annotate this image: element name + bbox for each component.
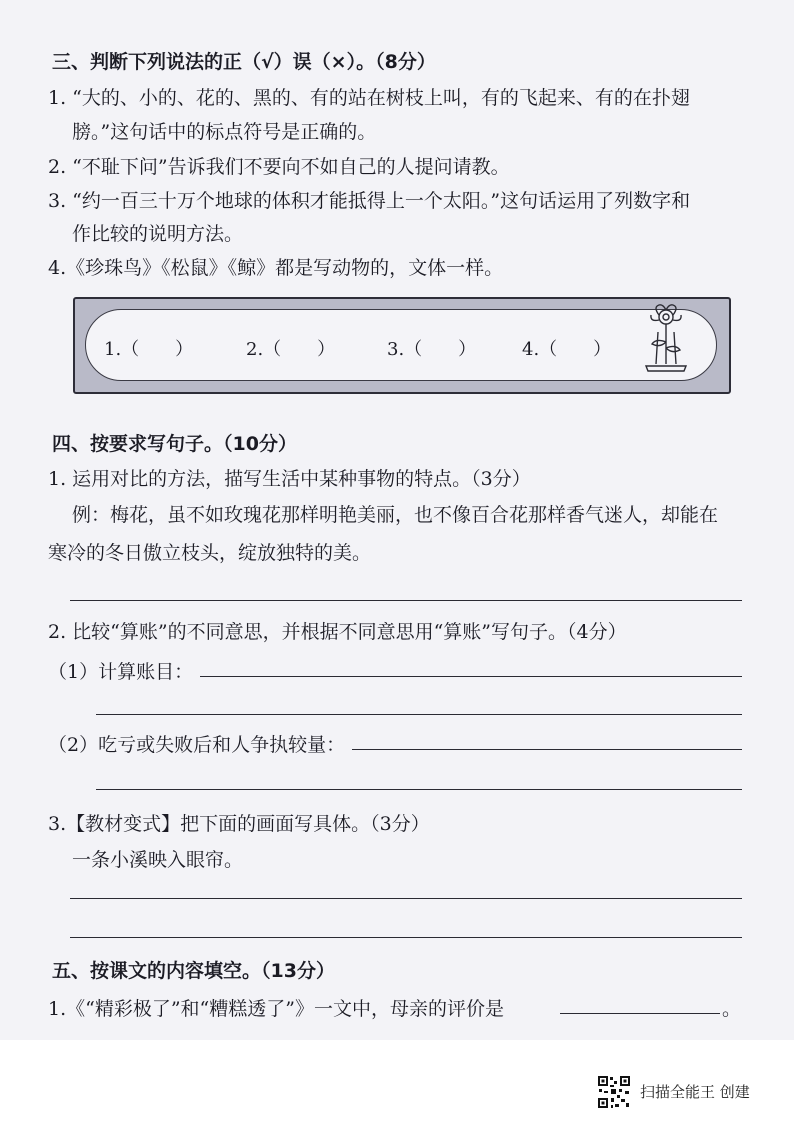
- answer-line[interactable]: [70, 937, 742, 938]
- answer-slot-2[interactable]: 2.（ ）: [246, 339, 336, 360]
- section4-example-line-2: 寒冷的冬日傲立枝头，绽放独特的美。: [48, 542, 372, 564]
- answer-line[interactable]: [70, 898, 742, 899]
- flower-vase-icon: [640, 302, 692, 374]
- section4-question-1: 1. 运用对比的方法，描写生活中某种事物的特点。（3分）: [48, 468, 531, 490]
- answer-line[interactable]: [352, 749, 742, 750]
- answer-line[interactable]: [70, 600, 742, 601]
- section5-question-1-end: 。: [722, 998, 742, 1020]
- section5-title: 五、按课文的内容填空。（13分）: [52, 960, 335, 982]
- section5-question-1: 1.《“精彩极了”和“糟糕透了”》一文中，母亲的评价是: [48, 998, 504, 1020]
- answer-line[interactable]: [560, 1013, 720, 1014]
- footer-credit: 扫描全能王 创建: [640, 1083, 750, 1101]
- section3-question-2: 2. “不耻下问”告诉我们不要向不如自己的人提问请教。: [48, 156, 510, 178]
- answer-line[interactable]: [96, 789, 742, 790]
- answer-slot-1[interactable]: 1.（ ）: [104, 339, 194, 360]
- section4-title: 四、按要求写句子。（10分）: [52, 433, 297, 455]
- qr-code-icon: [597, 1075, 631, 1109]
- section4-question-3-prompt: 一条小溪映入眼帘。: [72, 849, 244, 871]
- section3-question-3-line-1: 3. “约一百三十万个地球的体积才能抵得上一个太阳。”这句话运用了列数字和: [48, 190, 691, 212]
- section3-question-1-line-1: 1. “大的、小的、花的、黑的、有的站在树枝上叫，有的飞起来、有的在扑翅: [48, 87, 690, 109]
- section3-question-3-line-2: 作比较的说明方法。: [72, 223, 244, 245]
- answer-slot-3[interactable]: 3.（ ）: [387, 339, 477, 360]
- section4-question-2-sub-1: （1）计算账目：: [48, 661, 194, 683]
- section3-question-1-line-2: 膀。”这句话中的标点符号是正确的。: [72, 121, 377, 143]
- answer-line[interactable]: [200, 676, 742, 677]
- answer-line[interactable]: [96, 714, 742, 715]
- section4-question-3: 3.【教材变式】把下面的画面写具体。（3分）: [48, 813, 430, 835]
- section3-question-4: 4.《珍珠鸟》《松鼠》《鲸》都是写动物的，文体一样。: [48, 257, 504, 279]
- section4-example-line-1: 例：梅花，虽不如玫瑰花那样明艳美丽，也不像百合花那样香气迷人，却能在: [72, 504, 719, 526]
- answer-slot-4[interactable]: 4.（ ）: [522, 339, 612, 360]
- section3-title: 三、判断下列说法的正（√）误（×）。（8分）: [52, 51, 436, 73]
- section4-question-2-sub-2: （2）吃亏或失败后和人争执较量：: [48, 734, 346, 756]
- section4-question-2: 2. 比较“算账”的不同意思，并根据不同意思用“算账”写句子。（4分）: [48, 621, 627, 643]
